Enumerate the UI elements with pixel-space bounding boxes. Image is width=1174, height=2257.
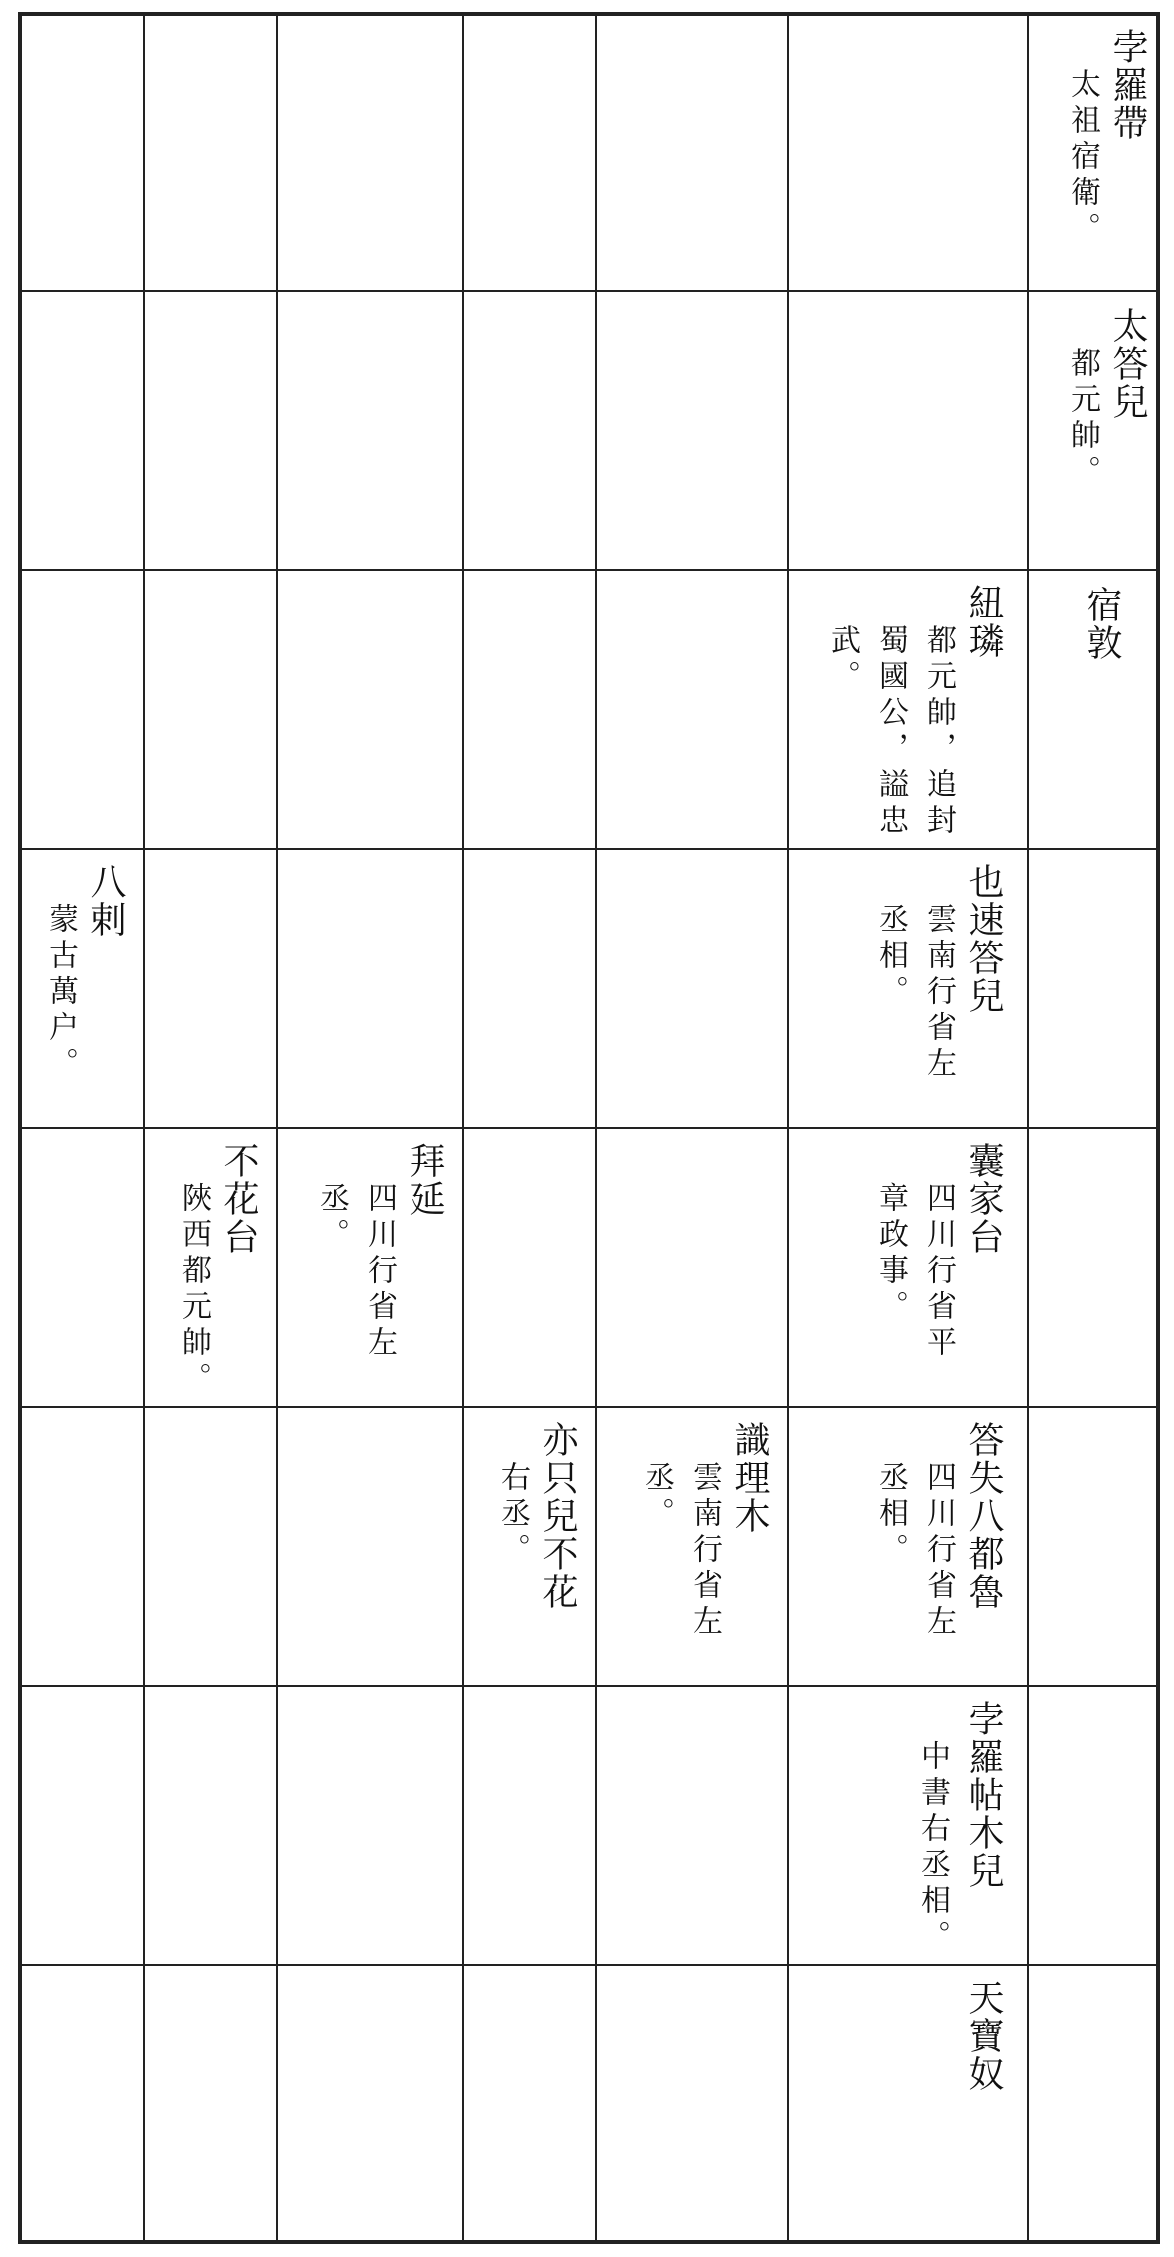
person-name: 天寶奴 (963, 1979, 1004, 2093)
person-note: 丞相。 (873, 903, 908, 1011)
person-note: 中書右丞相。 (915, 1740, 950, 1956)
row-divider (18, 290, 1160, 292)
column-divider (276, 12, 278, 2244)
table-cell (788, 1407, 1028, 1686)
table-border-bottom (18, 2240, 1160, 2244)
person-note: 丞相。 (873, 1461, 908, 1569)
person-note: 都元帥，追封 (921, 624, 956, 840)
table-cell (1028, 291, 1160, 570)
column-divider (595, 12, 597, 2244)
column-divider (787, 12, 789, 2244)
table-cell (788, 1686, 1028, 1965)
table-cell (788, 1128, 1028, 1407)
table-cell (788, 570, 1028, 849)
row-divider (18, 1127, 1160, 1129)
table-border-top (18, 12, 1160, 16)
person-note: 右丞。 (495, 1461, 530, 1569)
table-border-right (1156, 12, 1160, 2244)
column-divider (1027, 12, 1029, 2244)
person-name: 囊家台 (963, 1142, 1004, 1256)
person-note: 丞。 (639, 1461, 674, 1533)
row-divider (18, 569, 1160, 571)
table-border-left (18, 12, 22, 2244)
person-note: 蒙古萬户。 (43, 903, 78, 1083)
genealogy-table (18, 12, 1160, 2244)
person-name: 孛羅帶 (1107, 28, 1148, 142)
person-name: 也速答兒 (963, 863, 1004, 1015)
person-name: 紐璘 (963, 584, 1004, 660)
person-note: 四川行省平 (921, 1182, 956, 1362)
table-cell (277, 1128, 463, 1407)
person-name: 宿敦 (1081, 586, 1122, 662)
table-cell (144, 1128, 277, 1407)
row-divider (18, 1685, 1160, 1687)
person-note: 雲南行省左 (921, 903, 956, 1083)
row-divider (18, 1964, 1160, 1966)
table-cell (788, 849, 1028, 1128)
column-divider (462, 12, 464, 2244)
table-cell (596, 1407, 788, 1686)
person-note: 四川行省左 (362, 1182, 397, 1362)
column-divider (143, 12, 145, 2244)
person-note: 都元帥。 (1065, 347, 1100, 491)
person-note: 陜西都元帥。 (176, 1182, 211, 1398)
person-name: 不花台 (218, 1142, 259, 1256)
table-cell (18, 849, 144, 1128)
person-name: 拜延 (404, 1142, 445, 1218)
person-name: 太答兒 (1107, 307, 1148, 421)
person-name: 識理木 (729, 1421, 770, 1535)
person-note: 四川行省左 (921, 1461, 956, 1641)
person-note: 雲南行省左 (687, 1461, 722, 1641)
person-name: 孛羅帖木兒 (963, 1700, 1004, 1890)
table-cell (1028, 12, 1160, 291)
person-name: 答失八都魯 (963, 1421, 1004, 1611)
person-note: 武。 (825, 624, 860, 696)
person-note: 章政事。 (873, 1182, 908, 1326)
row-divider (18, 848, 1160, 850)
person-note: 蜀國公，謚忠 (873, 624, 908, 840)
table-cell (463, 1407, 596, 1686)
table-cell (1028, 570, 1160, 849)
row-divider (18, 1406, 1160, 1408)
table-cell (788, 1965, 1028, 2244)
person-name: 八剌 (85, 863, 126, 939)
person-note: 丞。 (314, 1182, 349, 1254)
person-name: 亦只兒不花 (537, 1421, 578, 1611)
person-note: 太祖宿衛。 (1065, 68, 1100, 248)
